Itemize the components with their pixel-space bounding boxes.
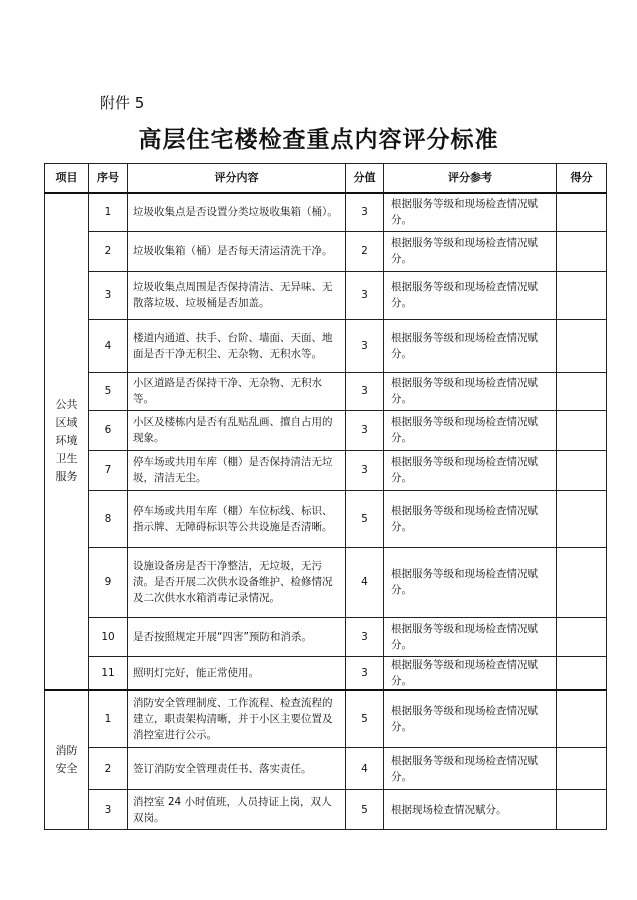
row-content: 停车场或共用车库（棚）车位标线、标识、指示牌、无障碍标识等公共设施是否清晰。 (128, 490, 346, 547)
row-score: 3 (346, 319, 384, 372)
table-row (45, 193, 607, 231)
row-number: 6 (89, 410, 128, 450)
attachment-label: 附件 5 (100, 94, 145, 112)
row-content: 消防安全管理制度、工作流程、检查流程的建立，职责架构清晰，并于小区主要位置及消控室进行公示。 (128, 690, 346, 748)
row-reference: 根据服务等级和现场检查情况赋分。 (384, 656, 557, 690)
row-content: 消控室 24 小时值班，人员持证上岗，双人双岗。 (128, 790, 346, 830)
row-reference: 根据现场检查情况赋分。 (384, 790, 557, 830)
row-result (557, 193, 607, 231)
row-number: 11 (89, 656, 128, 690)
table-row (45, 271, 607, 319)
table-row (45, 547, 607, 617)
table-row (45, 748, 607, 790)
row-number: 7 (89, 450, 128, 490)
row-reference: 根据服务等级和现场检查情况赋分。 (384, 748, 557, 790)
row-number: 10 (89, 617, 128, 656)
row-score: 3 (346, 656, 384, 690)
row-score: 3 (346, 450, 384, 490)
table-row (45, 372, 607, 410)
row-reference: 根据服务等级和现场检查情况赋分。 (384, 319, 557, 372)
row-result (557, 231, 607, 271)
row-number: 1 (89, 193, 128, 231)
row-score: 3 (346, 372, 384, 410)
row-content: 小区道路是否保持干净、无杂物、无积水等。 (128, 372, 346, 410)
table-row (45, 231, 607, 271)
column-header: 评分内容 (128, 164, 346, 194)
column-header: 评分参考 (384, 164, 557, 194)
column-header: 得分 (557, 164, 607, 194)
row-content: 照明灯完好，能正常使用。 (128, 656, 346, 690)
row-number: 3 (89, 271, 128, 319)
row-content: 垃圾收集箱（桶）是否每天清运清洗干净。 (128, 231, 346, 271)
row-result (557, 617, 607, 656)
table-row (45, 790, 607, 830)
row-number: 2 (89, 748, 128, 790)
column-header: 序号 (89, 164, 128, 194)
row-content: 楼道内通道、扶手、台阶、墙面、天面、地面是否干净无积尘、无杂物、无积水等。 (128, 319, 346, 372)
row-number: 5 (89, 372, 128, 410)
row-reference: 根据服务等级和现场检查情况赋分。 (384, 490, 557, 547)
row-result (557, 547, 607, 617)
page-title: 高层住宅楼检查重点内容评分标准 (138, 126, 499, 153)
table-row (45, 617, 607, 656)
row-result (557, 271, 607, 319)
row-reference: 根据服务等级和现场检查情况赋分。 (384, 547, 557, 617)
row-content: 签订消防安全管理责任书、落实责任。 (128, 748, 346, 790)
row-score: 3 (346, 193, 384, 231)
table-row (45, 319, 607, 372)
row-result (557, 690, 607, 748)
table-row (45, 690, 607, 748)
row-result (557, 490, 607, 547)
row-score: 4 (346, 748, 384, 790)
row-number: 9 (89, 547, 128, 617)
row-reference: 根据服务等级和现场检查情况赋分。 (384, 450, 557, 490)
category-cell: 公共 区域 环境 卫生 服务 (45, 193, 89, 690)
row-reference: 根据服务等级和现场检查情况赋分。 (384, 271, 557, 319)
row-score: 3 (346, 617, 384, 656)
table-row (45, 490, 607, 547)
row-number: 3 (89, 790, 128, 830)
row-result (557, 319, 607, 372)
row-result (557, 656, 607, 690)
row-content: 设施设备房是否干净整洁，无垃圾，无污渍。是否开展二次供水设备维护、检修情况及二次供水水箱消毒记录情况。 (128, 547, 346, 617)
row-score: 3 (346, 410, 384, 450)
row-content: 垃圾收集点周围是否保持清洁、无异味、无散落垃圾、垃圾桶是否加盖。 (128, 271, 346, 319)
row-score: 5 (346, 690, 384, 748)
row-content: 垃圾收集点是否设置分类垃圾收集箱（桶）。 (128, 193, 346, 231)
row-content: 小区及楼栋内是否有乱贴乱画、擅自占用的现象。 (128, 410, 346, 450)
row-number: 8 (89, 490, 128, 547)
row-reference: 根据服务等级和现场检查情况赋分。 (384, 231, 557, 271)
row-result (557, 450, 607, 490)
scoring-table (44, 163, 607, 830)
row-score: 3 (346, 271, 384, 319)
row-result (557, 372, 607, 410)
table-row (45, 656, 607, 690)
table-row (45, 410, 607, 450)
row-content: 停车场或共用车库（棚）是否保持清洁无垃圾，清洁无尘。 (128, 450, 346, 490)
table-header-row (45, 164, 607, 194)
row-reference: 根据服务等级和现场检查情况赋分。 (384, 372, 557, 410)
column-header: 分值 (346, 164, 384, 194)
row-score: 2 (346, 231, 384, 271)
row-reference: 根据服务等级和现场检查情况赋分。 (384, 690, 557, 748)
table-row (45, 450, 607, 490)
row-score: 5 (346, 490, 384, 547)
row-number: 4 (89, 319, 128, 372)
row-reference: 根据服务等级和现场检查情况赋分。 (384, 617, 557, 656)
row-number: 2 (89, 231, 128, 271)
row-result (557, 410, 607, 450)
row-result (557, 790, 607, 830)
row-reference: 根据服务等级和现场检查情况赋分。 (384, 193, 557, 231)
column-header: 项目 (45, 164, 89, 194)
row-score: 4 (346, 547, 384, 617)
row-result (557, 748, 607, 790)
row-content: 是否按照规定开展“四害”预防和消杀。 (128, 617, 346, 656)
category-cell: 消防 安全 (45, 690, 89, 830)
row-number: 1 (89, 690, 128, 748)
row-score: 5 (346, 790, 384, 830)
row-reference: 根据服务等级和现场检查情况赋分。 (384, 410, 557, 450)
